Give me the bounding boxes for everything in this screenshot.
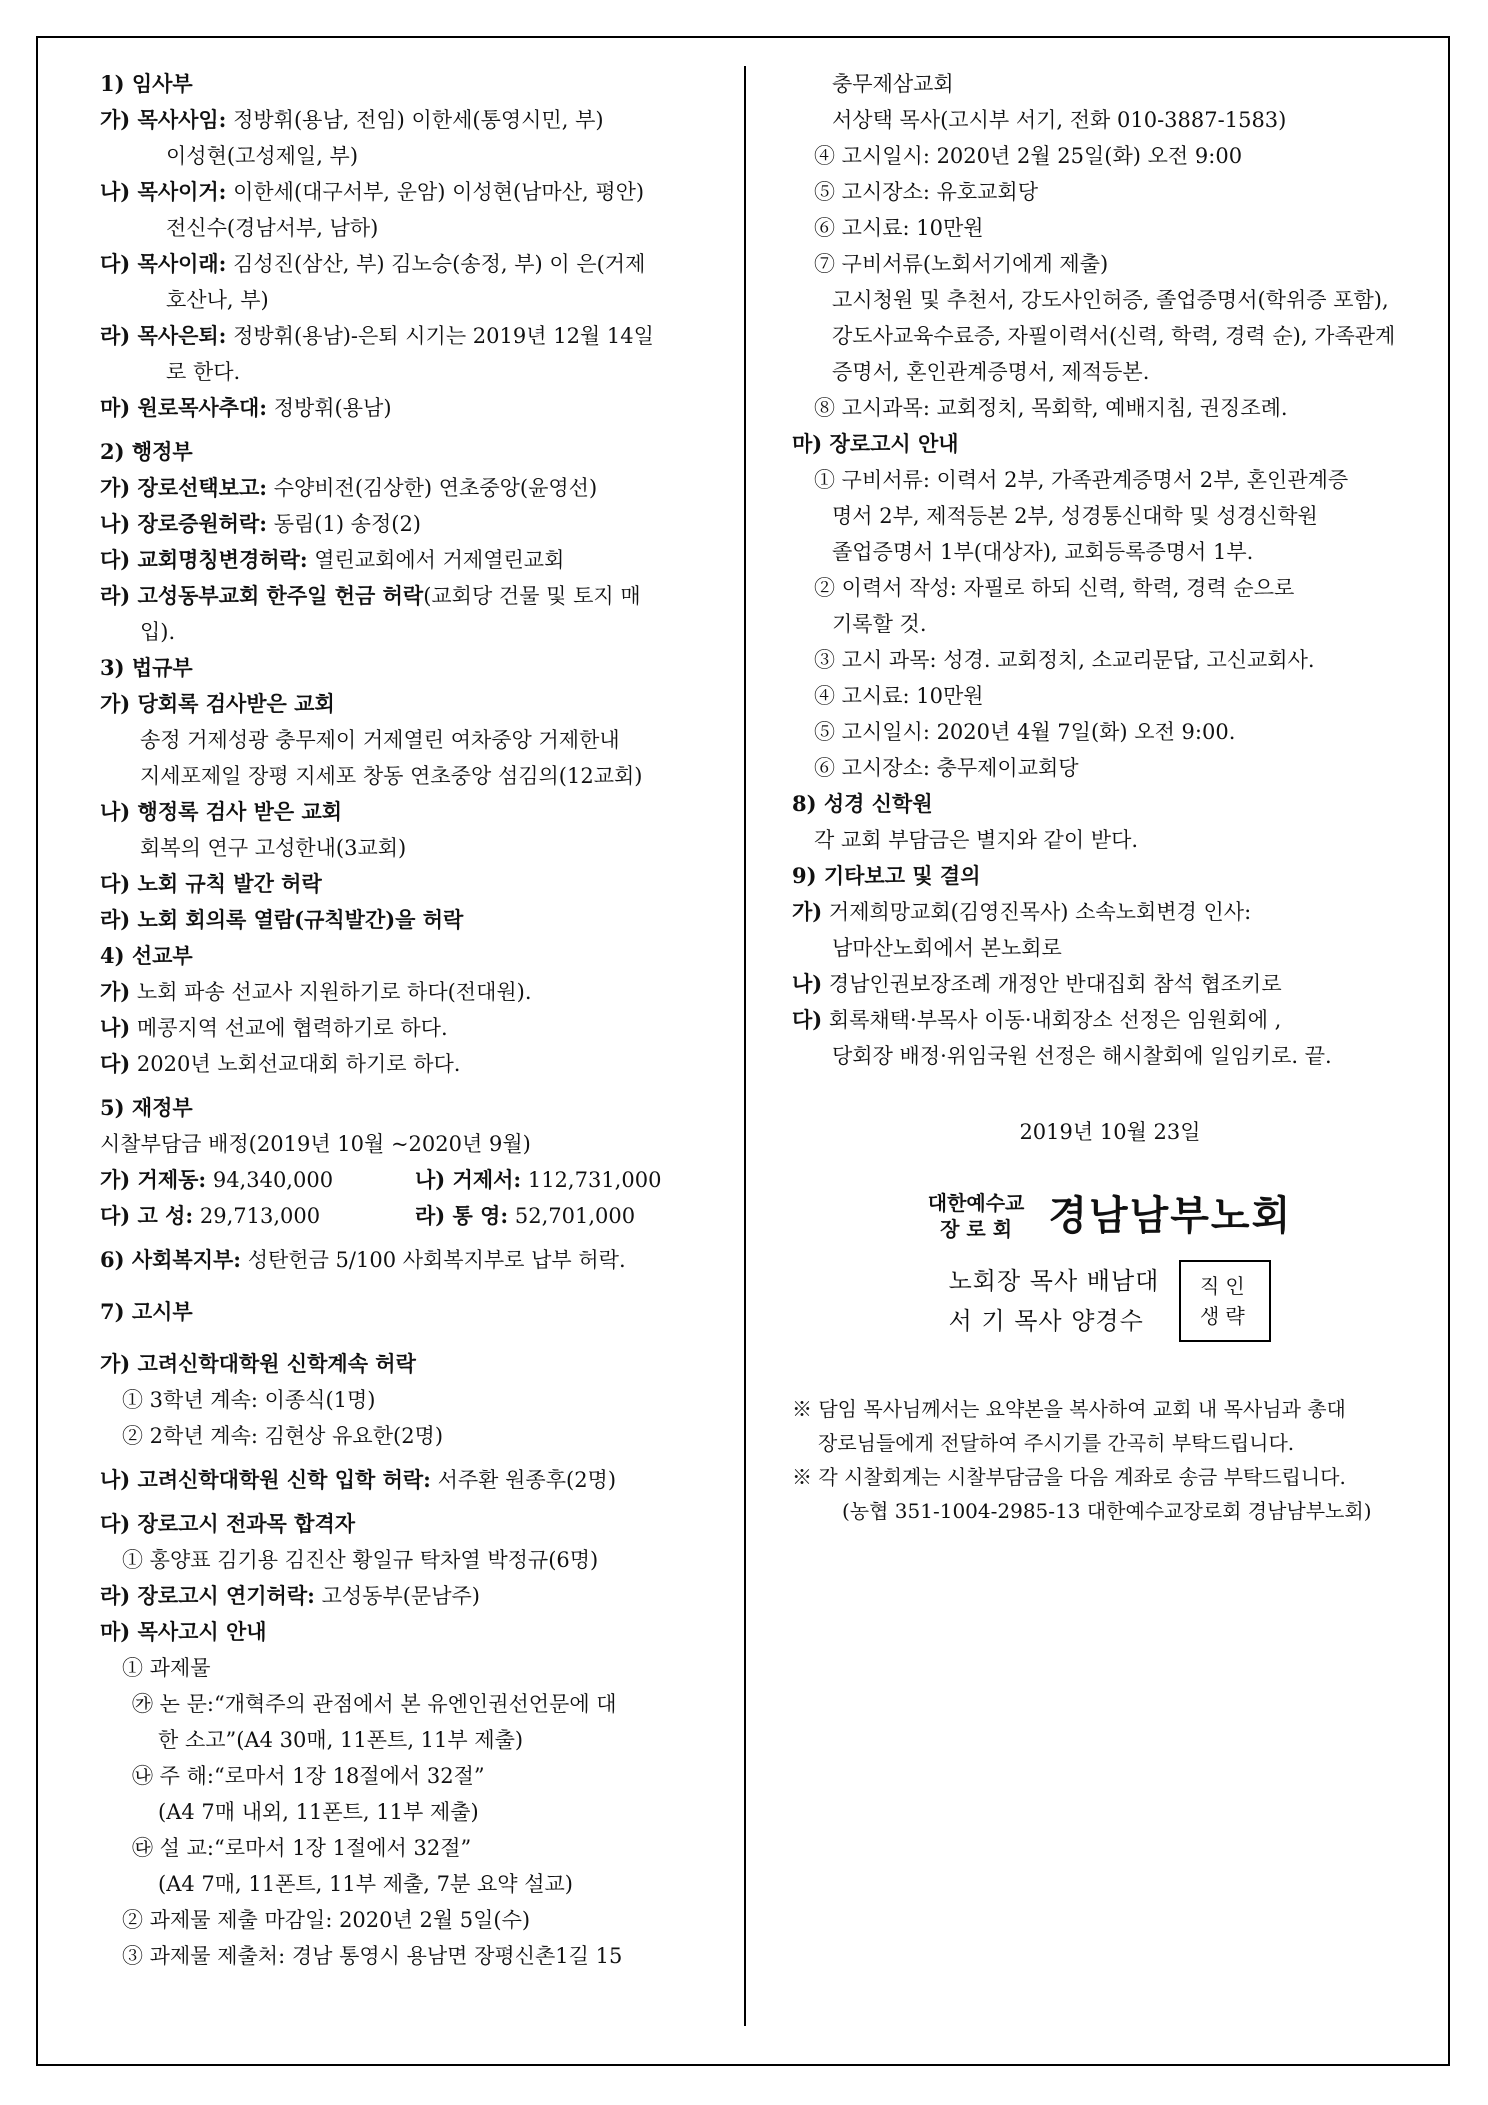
right-line: 나) 경남인권보장조례 개정안 반대집회 참석 협조키로: [792, 971, 1282, 996]
note-line: 장로님들에게 전달하여 주시기를 간곡히 부탁드립니다.: [818, 1431, 1295, 1455]
stamp-line-2: 생략: [1200, 1304, 1251, 1328]
org-prefix-line-2: 장 로 회: [940, 1217, 1013, 1241]
spacer: [100, 426, 720, 434]
left-line: 송정 거제성광 충무제이 거제열린 여차중앙 거제한내: [140, 728, 620, 752]
right-line: ⑤ 고시장소: 유호교회당: [814, 180, 1038, 204]
left-line: ㉮ 논 문:“개혁주의 관점에서 본 유엔인권선언문에 대: [132, 1692, 617, 1716]
note-line: ※ 담임 목사님께서는 요약본을 복사하여 교회 내 목사님과 총대: [792, 1397, 1346, 1421]
left-line: 다) 목사이래: 김성진(삼산, 부) 김노승(송정, 부) 이 은(거제: [100, 251, 646, 276]
spacer: [100, 1234, 720, 1242]
spacer: [100, 1082, 720, 1090]
spacer: [100, 1330, 720, 1346]
left-line: [100, 1162, 720, 1198]
section-heading: 나) 행정록 검사 받은 교회: [100, 799, 343, 824]
left-line: 가) 장로선택보고: 수양비전(김상한) 연초중앙(윤영선): [100, 475, 598, 500]
left-column: [100, 66, 720, 1974]
left-line: 나) 목사이거: 이한세(대구서부, 운암) 이성현(남마산, 평안): [100, 179, 645, 204]
officers: [949, 1261, 1160, 1341]
left-line: 6) 사회복지부: 성탄헌금 5/100 사회복지부로 납부 허락.: [100, 1247, 626, 1272]
organization-block: [792, 1190, 1428, 1242]
left-line: 이성현(고성제일, 부): [166, 144, 359, 168]
left-line: 다) 2020년 노회선교대회 하기로 하다.: [100, 1051, 461, 1076]
left-line: [100, 1198, 720, 1234]
left-line: ㉰ 설 교:“로마서 1장 1절에서 32절”: [132, 1836, 472, 1860]
left-line: (A4 7매, 11폰트, 11부 제출, 7분 요약 설교): [158, 1872, 573, 1896]
note-line: (농협 351-1004-2985-13 대한예수교장로회 경남남부노회): [842, 1499, 1372, 1523]
left-line: 가) 목사사임: 정방휘(용남, 전임) 이한세(통영시민, 부): [100, 107, 604, 132]
left-line: 라) 장로고시 연기허락: 고성동부(문남주): [100, 1583, 480, 1608]
left-line: 라) 목사은퇴: 정방휘(용남)-은퇴 시기는 2019년 12월 14일: [100, 323, 654, 348]
right-line: 각 교회 부담금은 별지와 같이 받다.: [814, 828, 1139, 852]
right-line: 가) 거제희망교회(김영진목사) 소속노회변경 인사:: [792, 899, 1252, 924]
right-column-lines: [792, 66, 1428, 1074]
spacer: [100, 1278, 720, 1294]
left-line: ㉯ 주 해:“로마서 1장 18절에서 32절”: [132, 1764, 485, 1788]
org-prefix-line-1: 대한예수교: [927, 1191, 1025, 1215]
right-line: ③ 고시 과목: 성경. 교회정치, 소교리문답, 고신교회사.: [814, 648, 1315, 672]
left-line: ② 2학년 계속: 김현상 유요한(2명): [122, 1424, 444, 1448]
section-heading: 9) 기타보고 및 결의: [792, 863, 981, 888]
section-heading: 2) 행정부: [100, 439, 193, 464]
left-line: 가) 노회 파송 선교사 지원하기로 하다(전대원).: [100, 979, 532, 1004]
left-line: ① 과제물: [122, 1656, 211, 1680]
right-line: 충무제삼교회: [832, 72, 954, 96]
section-heading: 3) 법규부: [100, 655, 193, 680]
left-line: 로 한다.: [166, 360, 241, 384]
right-line: 증명서, 혼인관계증명서, 제적등본.: [832, 360, 1150, 384]
left-line: 라) 고성동부교회 한주일 헌금 허락(교회당 건물 및 토지 매: [100, 583, 641, 608]
section-heading: 다) 장로고시 전과목 합격자: [100, 1511, 356, 1536]
right-column: [792, 66, 1428, 1528]
left-line: 입).: [140, 620, 176, 644]
left-line: ① 3학년 계속: 이종식(1명): [122, 1388, 376, 1412]
left-line: ① 홍양표 김기용 김진산 황일규 탁차열 박정규(6명): [122, 1548, 599, 1572]
section-heading: 1) 임사부: [100, 71, 193, 96]
spacer: [100, 1498, 720, 1506]
right-line: 졸업증명서 1부(대상자), 교회등록증명서 1부.: [832, 540, 1254, 564]
officer-clerk: 서 기 목사 양경수: [948, 1307, 1144, 1335]
right-line: ⑥ 고시장소: 충무제이교회당: [814, 756, 1079, 780]
spacer: [100, 1454, 720, 1462]
right-line: 고시청원 및 추천서, 강도사인허증, 졸업증명서(학위증 포함),: [832, 288, 1389, 312]
right-line: 다) 회록채택·부목사 이동·내회장소 선정은 임원회에 ,: [792, 1007, 1282, 1032]
budget-cell: 다) 고 성: 29,713,000: [100, 1203, 321, 1228]
right-line: ⑧ 고시과목: 교회정치, 목회학, 예배지침, 권징조례.: [814, 396, 1288, 420]
left-line: 지세포제일 장평 지세포 창동 연초중앙 섬김의(12교회): [140, 764, 643, 788]
left-line: 한 소고”(A4 30매, 11폰트, 11부 제출): [158, 1728, 524, 1752]
section-heading: 다) 노회 규칙 발간 허락: [100, 871, 322, 896]
stamp-line-1: 직인: [1200, 1274, 1251, 1298]
section-heading: 8) 성경 신학원: [792, 791, 933, 816]
section-heading: 4) 선교부: [100, 943, 193, 968]
document-date: 2019년 10월 23일: [1019, 1120, 1201, 1144]
note-line: ※ 각 시찰회계는 시찰부담금을 다음 계좌로 송금 부탁드립니다.: [792, 1465, 1346, 1489]
budget-cell: 라) 통 영: 52,701,000: [415, 1203, 636, 1228]
right-line: ① 구비서류: 이력서 2부, 가족관계증명서 2부, 혼인관계증: [814, 468, 1349, 492]
left-line: 호산나, 부): [166, 288, 269, 312]
left-line: 시찰부담금 배정(2019년 10월 ~2020년 9월): [100, 1132, 531, 1156]
organization-name: 경남남부노회: [1048, 1192, 1293, 1239]
section-heading: 가) 고려신학대학원 신학계속 허락: [100, 1351, 416, 1376]
budget-cell: 가) 거제동: 94,340,000: [100, 1167, 334, 1192]
left-line: (A4 7매 내외, 11폰트, 11부 제출): [158, 1800, 479, 1824]
right-line: 명서 2부, 제적등본 2부, 성경통신대학 및 성경신학원: [832, 504, 1318, 528]
left-line: 나) 장로증원허락: 동림(1) 송정(2): [100, 511, 422, 536]
section-heading: 마) 장로고시 안내: [792, 431, 959, 456]
section-heading: 가) 당회록 검사받은 교회: [100, 691, 335, 716]
right-line: 당회장 배정·위임국원 선정은 해시찰회에 일임키로. 끝.: [832, 1044, 1332, 1068]
left-line: 회복의 연구 고성한내(3교회): [140, 836, 407, 860]
section-heading: 5) 재정부: [100, 1095, 193, 1120]
left-line: 마) 원로목사추대: 정방휘(용남): [100, 395, 392, 420]
budget-cell: 나) 거제서: 112,731,000: [415, 1167, 662, 1192]
left-line: ③ 과제물 제출처: 경남 통영시 용남면 장평신촌1길 15: [122, 1944, 623, 1968]
right-line: ④ 고시일시: 2020년 2월 25일(화) 오전 9:00: [814, 144, 1243, 168]
right-line: ④ 고시료: 10만원: [814, 684, 984, 708]
right-line: 남마산노회에서 본노회로: [832, 936, 1062, 960]
right-line: 강도사교육수료증, 자필이력서(신력, 학력, 경력 순), 가족관계: [832, 324, 1396, 348]
right-line: ⑦ 구비서류(노회서기에게 제출): [814, 252, 1109, 276]
left-line: 전신수(경남서부, 남하): [166, 216, 379, 240]
left-line: 나) 고려신학대학원 신학 입학 허락: 서주환 원종후(2명): [100, 1467, 617, 1492]
column-divider: [744, 66, 746, 2026]
right-line: ② 이력서 작성: 자필로 하되 신력, 학력, 경력 순으로: [814, 576, 1295, 600]
signature-block: [792, 1260, 1428, 1342]
right-line: 서상택 목사(고시부 서기, 전화 010-3887-1583): [832, 108, 1287, 132]
section-heading: 마) 목사고시 안내: [100, 1619, 267, 1644]
seal-stamp-box: [1179, 1260, 1271, 1342]
section-heading: 라) 노회 회의록 열람(규칙발간)을 허락: [100, 907, 464, 932]
right-line: ⑤ 고시일시: 2020년 4월 7일(화) 오전 9:00.: [814, 720, 1236, 744]
organization-prefix: [928, 1190, 1025, 1242]
officer-moderator: 노회장 목사 배남대: [948, 1267, 1160, 1295]
notes: [792, 1392, 1428, 1528]
right-line: 기록할 것.: [832, 612, 927, 636]
section-heading: 7) 고시부: [100, 1299, 193, 1324]
left-line: 나) 메콩지역 선교에 협력하기로 하다.: [100, 1015, 448, 1040]
right-line: ⑥ 고시료: 10만원: [814, 216, 984, 240]
left-line: 다) 교회명칭변경허락: 열린교회에서 거제열린교회: [100, 547, 565, 572]
left-line: ② 과제물 제출 마감일: 2020년 2월 5일(수): [122, 1908, 531, 1932]
